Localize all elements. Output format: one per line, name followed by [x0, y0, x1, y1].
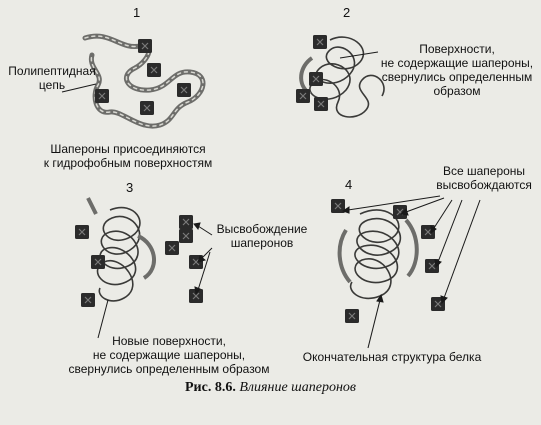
- panel-number-1: 1: [133, 5, 141, 20]
- panel-number-2: 2: [343, 5, 351, 20]
- caption-title: Влияние шаперонов: [239, 380, 356, 395]
- label-final-structure: Окончательная структура белка: [302, 350, 482, 364]
- label-polypeptide-chain: Полипептидная цепь: [8, 64, 96, 92]
- label-all-chaperones-released: Все шапероны высвобождаются: [436, 164, 532, 192]
- label-surfaces-without-chaperones: Поверхности, не содержащие шапероны, свернулись определенным образом: [380, 42, 534, 98]
- figure-caption: [0, 380, 541, 396]
- label-chaperone-release: Высвобождение шаперонов: [216, 222, 308, 250]
- final-structure-pointer: [368, 295, 383, 348]
- caption-number: Рис. 8.6.: [185, 380, 236, 395]
- label-pointers: [62, 52, 378, 338]
- label-chaperones-attach: Шапероны присоединяются к гидрофобным поверхностям: [43, 142, 213, 170]
- panel-4-final-protein: [340, 210, 417, 298]
- label-new-surfaces: Новые поверхности, не содержащие шапероны, свернулись определенным образом: [68, 334, 270, 376]
- panel-number-4: 4: [345, 177, 353, 192]
- panel-number-3: 3: [126, 180, 134, 195]
- panel-4-released-chaperones: [331, 199, 445, 323]
- panel-3-folded-chain: [88, 198, 154, 301]
